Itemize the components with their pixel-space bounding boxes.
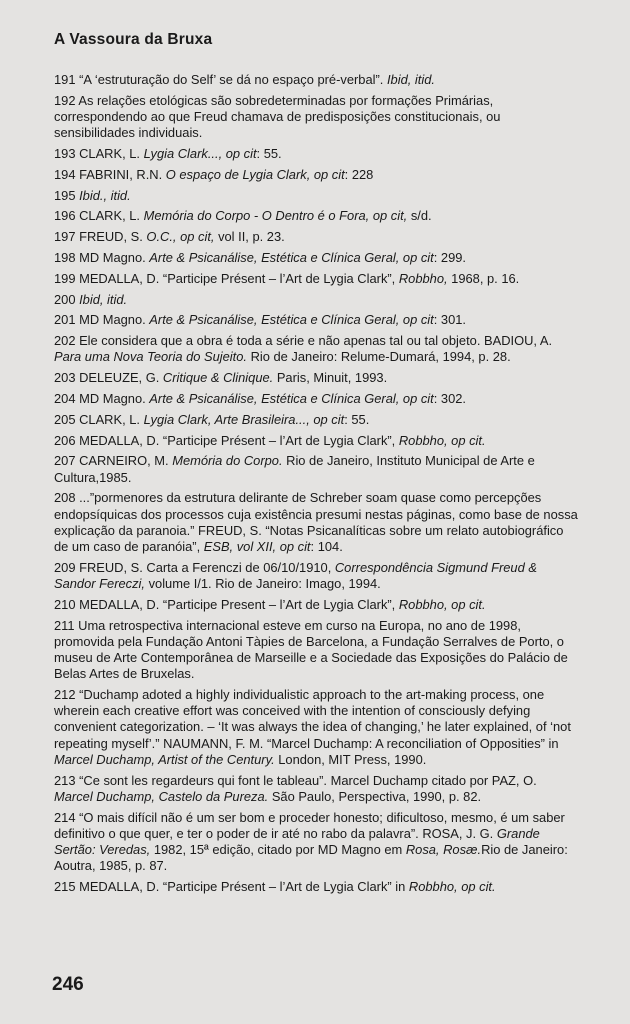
endnote (54, 229, 578, 245)
endnote-italic-text: O.C., op cit, (146, 229, 215, 245)
endnote (54, 433, 578, 449)
endnote-italic-text: Robbho, op cit. (408, 878, 496, 894)
endnote (54, 560, 578, 592)
endnote-text: : 228 (344, 166, 374, 182)
endnote-text: 198 MD Magno. (54, 249, 150, 265)
endnote (54, 412, 578, 428)
endnote (54, 810, 578, 875)
endnote-text: 193 CLARK, L. (54, 146, 144, 161)
endnote (54, 292, 578, 308)
endnote (54, 146, 578, 162)
endnote-text: 210 MEDALLA, D. “Participe Present – l’Art de Lygia Clark”, (54, 596, 399, 612)
endnote-text: 204 MD Magno. (54, 390, 150, 406)
endnote-italic-text: Arte & Psicanálise, Estética e Clínica Geral, op cit (149, 390, 434, 406)
endnote-italic-text: Lygia Clark..., op cit (143, 146, 257, 161)
endnote (54, 72, 578, 88)
endnote-italic-text: Grande Sertão: Veredas, (54, 825, 540, 857)
endnote-text: São Paulo, Perspectiva, 1990, p. 82. (268, 788, 482, 804)
endnote-text: : 104. (310, 538, 343, 554)
endnote-italic-text: Marcel Duchamp, Castelo da Pureza. (54, 788, 269, 804)
endnote-text: 191 “A ‘estruturação do Self’ se dá no espaço pré-verbal”. (54, 72, 387, 87)
endnote-italic-text: Para uma Nova Teoria do Sujeito. (54, 349, 247, 365)
endnote (54, 879, 578, 895)
page-number: 246 (52, 974, 84, 995)
endnote-text: Rio de Janeiro: Relume-Dumará, 1994, p. 28. (247, 349, 511, 365)
endnote-text: 205 CLARK, L. (54, 411, 144, 427)
endnote-italic-text: Memória do Corpo - O Dentro é o Fora, op cit, (143, 208, 408, 224)
endnote (54, 490, 578, 555)
endnotes-list (54, 72, 578, 900)
endnote-italic-text: Ibid., itid. (79, 187, 131, 203)
endnote (54, 391, 578, 407)
endnote-text: 208 ...”pormenores da estrutura delirante de Schreber soam quase como percepções endopsíquicas dos processos cuja existência presumi nestas páginas, como base de nossa explicação da paranoia.” FREUD, S. “Notas Psicanalíticas sobre um relato autobiográfico de um caso de paranóia”, (54, 490, 578, 554)
endnote (54, 271, 578, 287)
endnote (54, 687, 578, 768)
endnote (54, 618, 578, 683)
endnote-text: 203 DELEUZE, G. (54, 370, 163, 386)
endnote (54, 370, 578, 386)
endnote (54, 453, 578, 485)
endnote-text: 196 CLARK, L. (54, 208, 144, 224)
endnote (54, 773, 578, 805)
endnote-italic-text: Ibid, itid. (79, 291, 128, 307)
endnote (54, 597, 578, 613)
endnote-text: 194 FABRINI, R.N. (54, 166, 166, 182)
endnote-text: 215 MEDALLA, D. “Participe Présent – l’Art de Lygia Clark” in (54, 878, 409, 894)
endnote-italic-text: Marcel Duchamp, Artist of the Century. (54, 751, 275, 767)
endnote-italic-text: Correspondência Sigmund Freud & Sandor Fereczi, (54, 559, 537, 591)
endnote (54, 167, 578, 183)
endnote-text: London, MIT Press, 1990. (274, 751, 427, 767)
endnote-italic-text: O espaço de Lygia Clark, op cit (165, 166, 345, 182)
endnote-text: 209 FREUD, S. Carta a Ferenczi de 06/10/1910, (54, 559, 335, 575)
endnote-text: 202 Ele considera que a obra é toda a série e não apenas tal ou tal objeto. BADIOU, A. (54, 333, 553, 349)
endnote-text: Paris, Minuit, 1993. (273, 370, 388, 386)
endnote-text: 199 MEDALLA, D. “Participe Présent – l’Art de Lygia Clark”, (54, 270, 399, 286)
endnote (54, 188, 578, 204)
endnote-italic-text: ESB, vol XII, op cit (203, 538, 311, 554)
endnote-italic-text: Ibid, itid. (386, 72, 435, 87)
endnote-text: 213 “Ce sont les regardeurs qui font le tableau”. Marcel Duchamp citado por PAZ, O. (54, 772, 537, 788)
endnote-text: 1982, 15ª edição, citado por MD Magno em (150, 841, 406, 857)
endnote-text: : 55. (256, 146, 282, 161)
endnote (54, 250, 578, 266)
endnote-text: : 301. (433, 312, 466, 328)
endnote-italic-text: Rosa, Rosæ. (405, 841, 482, 857)
endnote-italic-text: Robbho, (398, 270, 448, 286)
endnote-text: : 302. (433, 390, 466, 406)
endnote-text: 211 Uma retrospectiva internacional esteve em curso na Europa, no ano de 1998, promovida pela Fundação Antoni Tàpies de Barcelona, a Fundação Serralves de Porto, o museu de Arte Contemporânea de Marseille e a Sociedade das Exposições do Palácio de Belas Artes de Bruxelas. (54, 617, 568, 682)
endnote-italic-text: Robbho, op cit. (398, 432, 486, 448)
endnote-text: : 299. (433, 249, 466, 265)
endnote-text: 200 (54, 291, 80, 307)
endnote-text: Rio de Janeiro: Aoutra, 1985, p. 87. (54, 841, 568, 874)
endnote-italic-text: Memória do Corpo. (172, 453, 283, 469)
endnote-text: 214 “O mais difícil não é um ser bom e proceder honesto; dificultoso, mesmo, é um saber definitivo o que quer, e ter o poder de ir até no rabo da palavra”. ROSA, J. G. (54, 809, 565, 841)
endnote-text: 197 FREUD, S. (54, 229, 147, 245)
endnote-italic-text: Arte & Psicanálise, Estética e Clínica Geral, op cit (149, 312, 434, 328)
endnote (54, 93, 578, 142)
endnote-text: 212 “Duchamp adoted a highly individualistic approach to the art-making process, one wherein each creative effort was conceived with the intention of consciously defying convenient categorization. – ‘It was always the idea of changing,’ he later explained, of ‘not repeating myself’.” NAUMANN, F. M. “Marcel Duchamp: A reconciliation of Opposities” in (54, 686, 571, 751)
endnote-italic-text: Critique & Clinique. (162, 370, 274, 386)
page-header-title: A Vassoura da Bruxa (54, 31, 213, 48)
endnote-text: 206 MEDALLA, D. “Participe Présent – l’Art de Lygia Clark”, (54, 432, 399, 448)
endnote-text: 195 (54, 187, 80, 203)
endnote-text: Rio de Janeiro, Instituto Municipal de Arte e Cultura,1985. (54, 453, 535, 485)
endnote (54, 312, 578, 328)
endnote-text: 207 CARNEIRO, M. (54, 453, 173, 469)
endnote-text: 192 As relações etológicas são sobredeterminadas por formações Primárias, correspondendo ao que Freud chamava de predisposições constitucionais, ou sensibilidades individuais. (54, 92, 501, 141)
endnote-italic-text: Arte & Psicanálise, Estética e Clínica Geral, op cit (149, 249, 434, 265)
endnote-text: vol II, p. 23. (214, 229, 285, 245)
endnote-italic-text: Lygia Clark, Arte Brasileira..., op cit (143, 411, 345, 427)
endnote-italic-text: Robbho, op cit. (398, 596, 486, 612)
endnote-text: 201 MD Magno. (54, 312, 150, 328)
endnote (54, 208, 578, 224)
endnote-text: 1968, p. 16. (447, 270, 520, 286)
endnote-text: volume I/1. Rio de Janeiro: Imago, 1994. (145, 575, 381, 591)
endnote-text: s/d. (407, 208, 432, 224)
endnote (54, 333, 578, 365)
endnote-text: : 55. (344, 411, 370, 427)
